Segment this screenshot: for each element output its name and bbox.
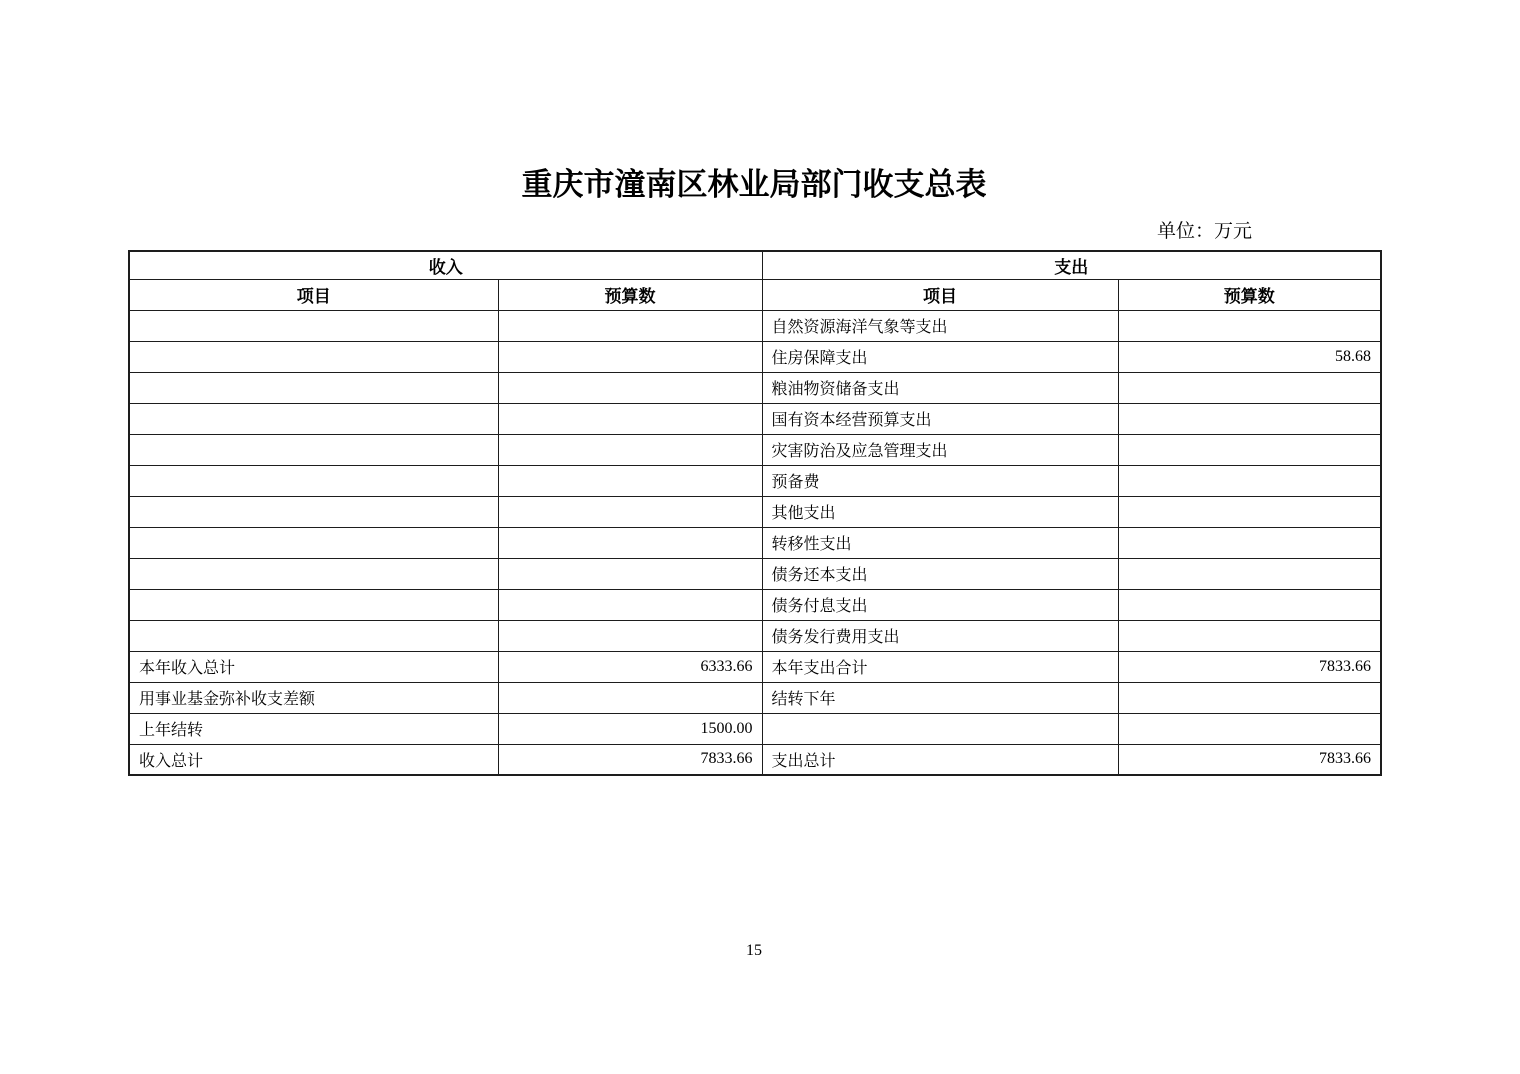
income-item-cell — [129, 372, 498, 403]
table-row — [129, 403, 1381, 434]
income-item-cell — [129, 558, 498, 589]
table-row — [129, 620, 1381, 651]
expense-budget-cell — [1118, 682, 1381, 713]
income-budget-cell — [498, 465, 762, 496]
expense-budget-cell: 7833.66 — [1118, 744, 1381, 775]
income-budget-cell: 1500.00 — [498, 713, 762, 744]
table-row — [129, 434, 1381, 465]
expense-item-cell: 粮油物资储备支出 — [762, 372, 1118, 403]
unit-label: 单位：万元 — [1157, 221, 1253, 242]
expense-item-cell: 结转下年 — [762, 682, 1118, 713]
income-item-cell: 本年收入总计 — [129, 651, 498, 682]
expense-budget-cell: 7833.66 — [1118, 651, 1381, 682]
income-item-cell — [129, 527, 498, 558]
expense-item-cell: 转移性支出 — [762, 527, 1118, 558]
expense-budget-cell — [1118, 310, 1381, 341]
expense-item-cell: 灾害防治及应急管理支出 — [762, 434, 1118, 465]
income-item-cell — [129, 589, 498, 620]
expense-budget-cell — [1118, 558, 1381, 589]
column-header-row — [129, 279, 1381, 310]
income-item-cell: 用事业基金弥补收支差额 — [129, 682, 498, 713]
table-header — [129, 251, 1381, 310]
expense-budget-cell — [1118, 403, 1381, 434]
expense-budget-cell — [1118, 372, 1381, 403]
table-row — [129, 589, 1381, 620]
income-budget-cell — [498, 589, 762, 620]
page-number: 15 — [746, 942, 762, 959]
table-row — [129, 310, 1381, 341]
table-row — [129, 527, 1381, 558]
expense-item-cell: 自然资源海洋气象等支出 — [762, 310, 1118, 341]
table-body — [129, 310, 1381, 775]
expense-budget-cell — [1118, 589, 1381, 620]
income-budget-cell — [498, 558, 762, 589]
income-budget-cell — [498, 310, 762, 341]
expense-item-cell: 国有资本经营预算支出 — [762, 403, 1118, 434]
table-row — [129, 558, 1381, 589]
table-row — [129, 682, 1381, 713]
expense-budget-cell: 58.68 — [1118, 341, 1381, 372]
table-row — [129, 651, 1381, 682]
section-header-row — [129, 251, 1381, 279]
income-item-cell — [129, 310, 498, 341]
expense-budget-cell — [1118, 713, 1381, 744]
income-budget-cell — [498, 372, 762, 403]
table-row — [129, 744, 1381, 775]
expense-item-cell: 债务还本支出 — [762, 558, 1118, 589]
table-row — [129, 496, 1381, 527]
income-item-cell — [129, 620, 498, 651]
table-row — [129, 341, 1381, 372]
income-budget-cell — [498, 434, 762, 465]
expense-item-cell: 其他支出 — [762, 496, 1118, 527]
expense-budget-cell — [1118, 434, 1381, 465]
expense-item-cell: 本年支出合计 — [762, 651, 1118, 682]
expense-budget-cell — [1118, 496, 1381, 527]
expense-item-cell — [762, 713, 1118, 744]
income-item-cell — [129, 434, 498, 465]
income-budget-cell: 7833.66 — [498, 744, 762, 775]
table-row — [129, 465, 1381, 496]
expense-section-header: 支出 — [762, 251, 1381, 279]
income-budget-cell — [498, 496, 762, 527]
expense-budget-cell — [1118, 527, 1381, 558]
expense-item-cell: 债务付息支出 — [762, 589, 1118, 620]
income-budget-column-header: 预算数 — [498, 279, 762, 310]
budget-summary-table — [128, 250, 1382, 776]
income-budget-cell — [498, 341, 762, 372]
income-budget-cell — [498, 527, 762, 558]
income-item-cell — [129, 341, 498, 372]
income-budget-cell — [498, 620, 762, 651]
expense-item-cell: 债务发行费用支出 — [762, 620, 1118, 651]
expense-item-cell: 支出总计 — [762, 744, 1118, 775]
income-budget-cell — [498, 403, 762, 434]
expense-budget-cell — [1118, 620, 1381, 651]
expense-budget-column-header: 预算数 — [1118, 279, 1381, 310]
table-row — [129, 713, 1381, 744]
income-item-cell: 上年结转 — [129, 713, 498, 744]
income-section-header: 收入 — [129, 251, 762, 279]
expense-item-cell: 预备费 — [762, 465, 1118, 496]
income-budget-cell — [498, 682, 762, 713]
income-item-column-header: 项目 — [129, 279, 498, 310]
income-item-cell — [129, 465, 498, 496]
expense-item-cell: 住房保障支出 — [762, 341, 1118, 372]
expense-item-column-header: 项目 — [762, 279, 1118, 310]
income-budget-cell: 6333.66 — [498, 651, 762, 682]
income-item-cell — [129, 496, 498, 527]
income-item-cell — [129, 403, 498, 434]
page-title: 重庆市潼南区林业局部门收支总表 — [521, 167, 987, 202]
income-item-cell: 收入总计 — [129, 744, 498, 775]
table-row — [129, 372, 1381, 403]
expense-budget-cell — [1118, 465, 1381, 496]
